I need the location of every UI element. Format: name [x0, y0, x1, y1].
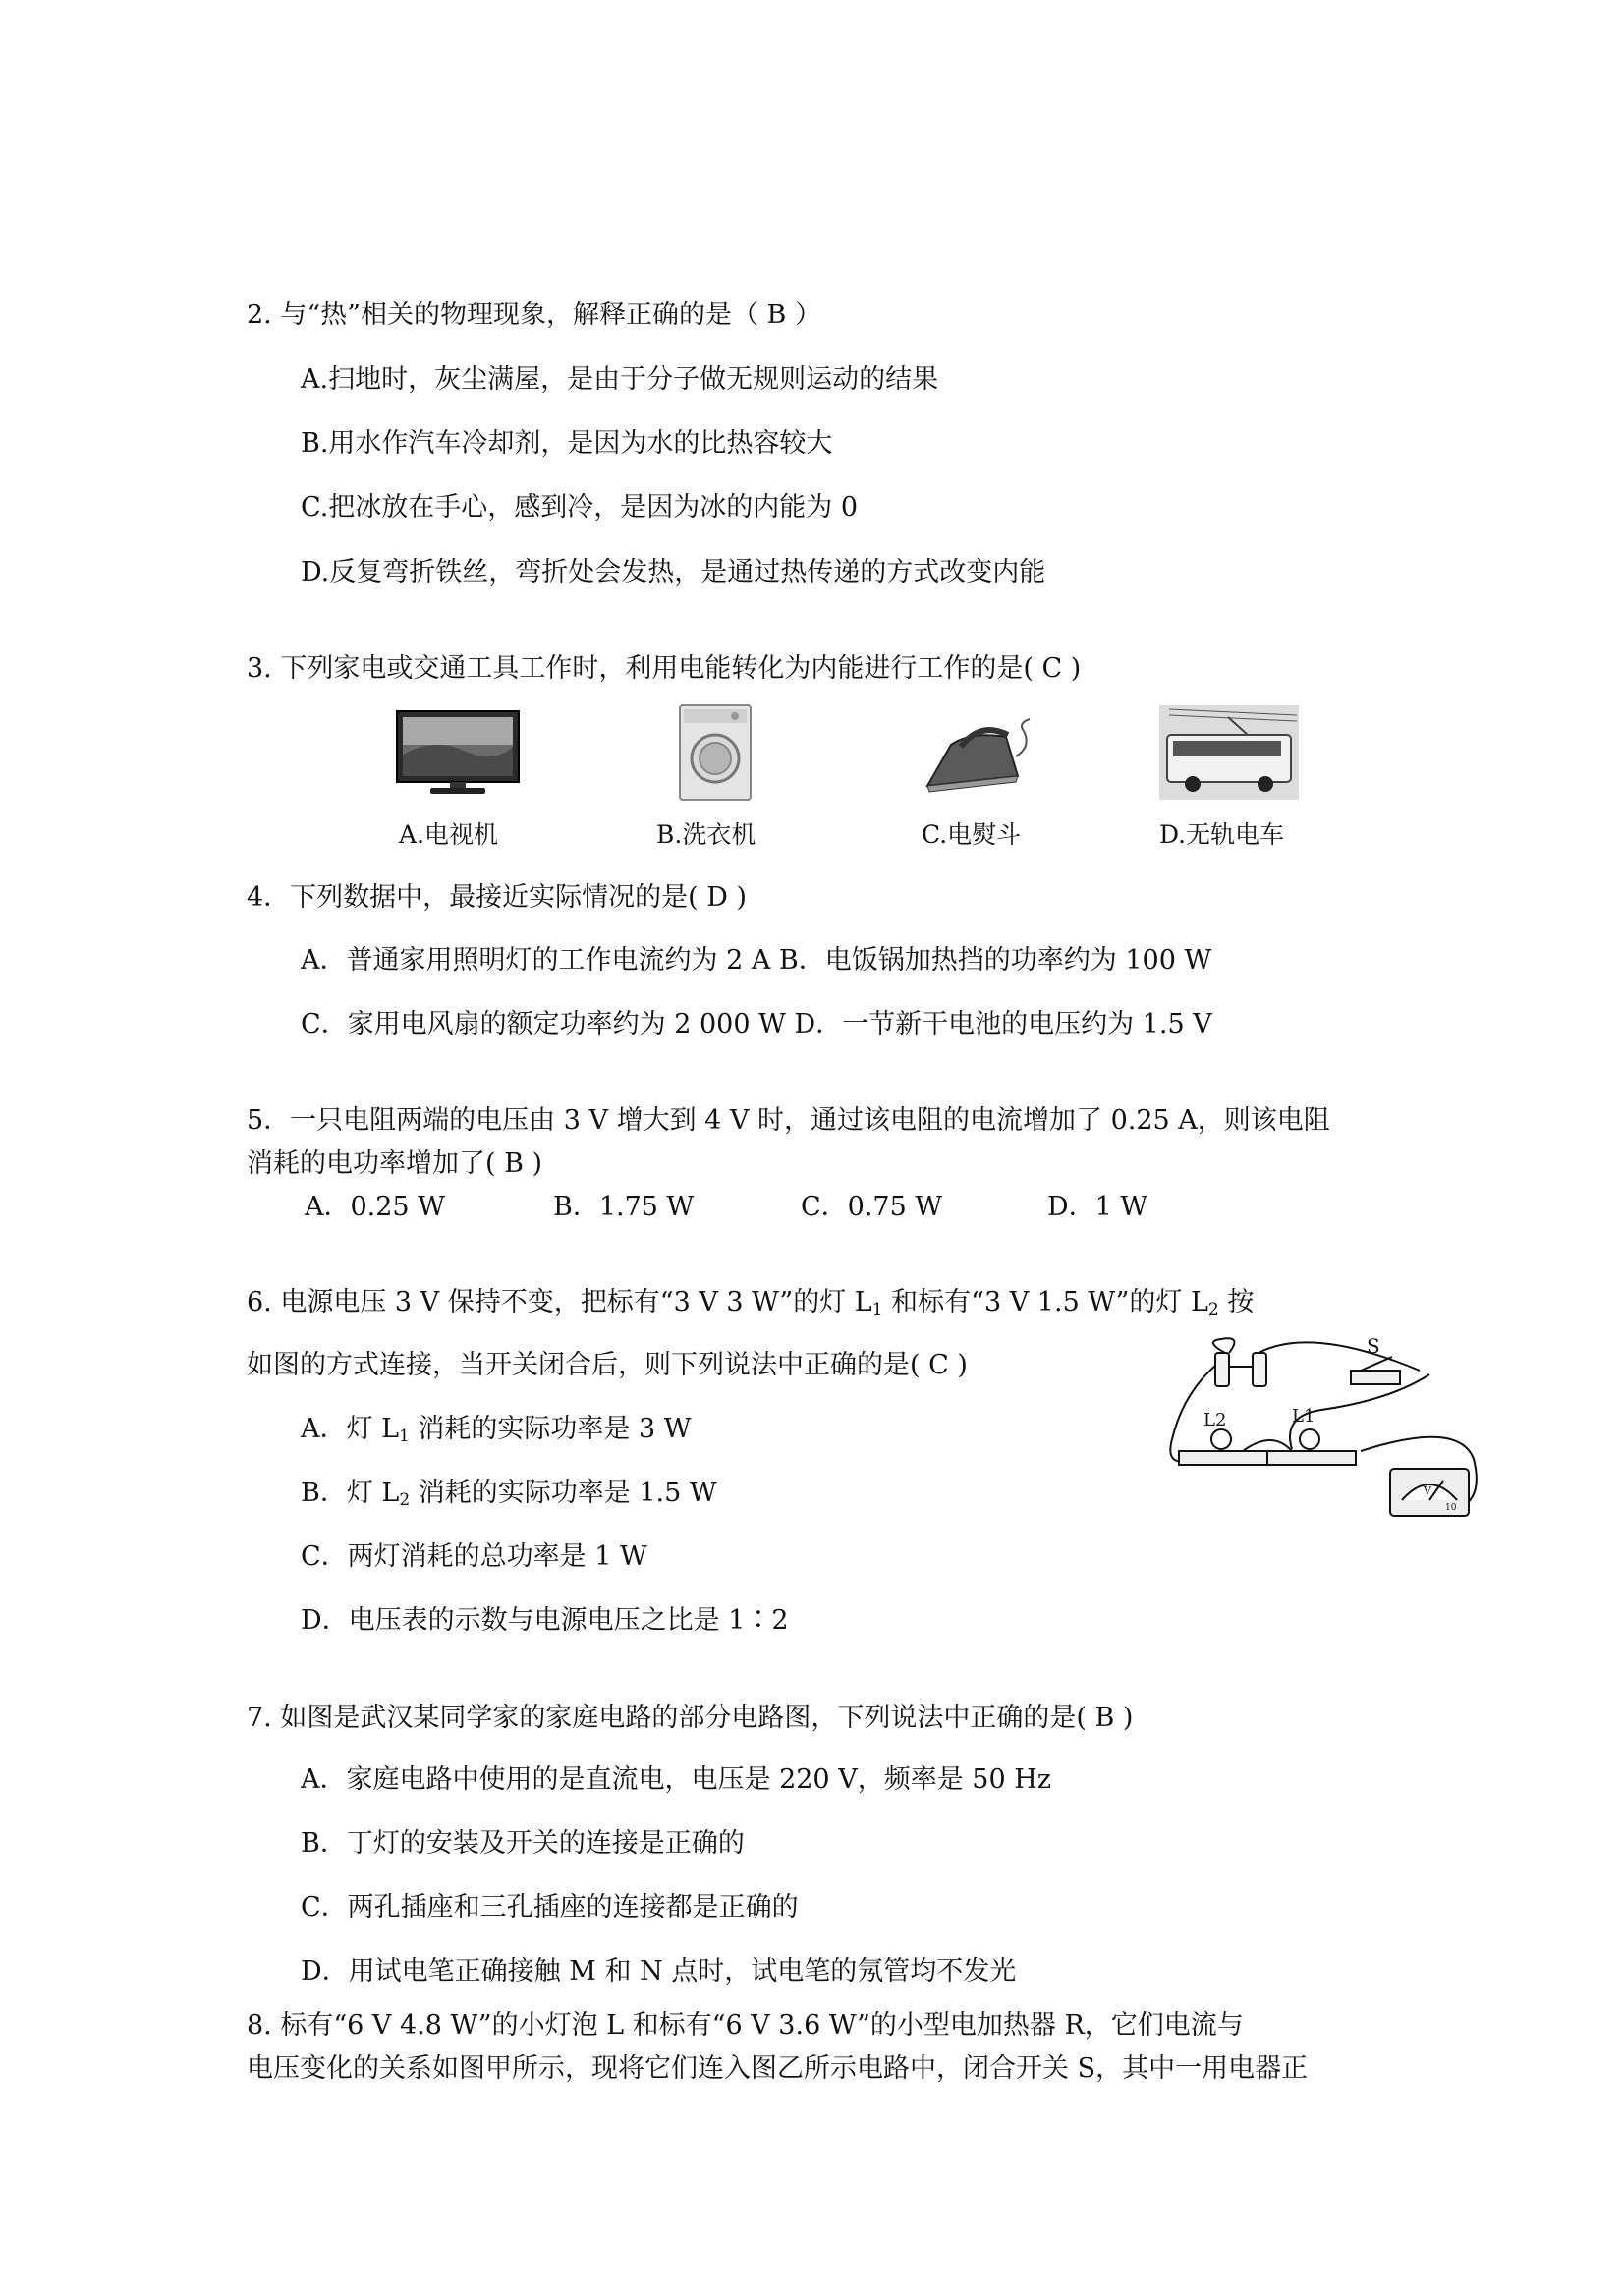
q6-option-a: A．灯 $L_1$ 消耗的实际功率是 3 W [301, 1414, 692, 1446]
q3-stem: 3. 下列家电或交通工具工作时，利用电能转化为内能进行工作的是( C ) [247, 653, 1082, 684]
voltmeter-tick: 10 [1445, 1503, 1457, 1513]
q7-option-a: A．家庭电路中使用的是直流电，电压是 220 V，频率是 50 Hz [301, 1764, 1051, 1795]
q5-stem-line1: 5．一只电阻两端的电压由 3 V 增大到 4 V 时，通过该电阻的电流增加了 0.25 A，则该电阻 [247, 1105, 1330, 1136]
trolleybus-image [1159, 705, 1299, 800]
lamp1-label: L1 [1292, 1406, 1315, 1427]
washing-machine-image [676, 703, 755, 802]
q7-option-b: B．丁灯的安装及开关的连接是正确的 [301, 1828, 745, 1859]
q3-caption-a: A.电视机 [399, 820, 499, 849]
q8-stem-line2: 电压变化的关系如图甲所示，现将它们连入图乙所示电路中，闭合开关 S，其中一用电器正 [247, 2053, 1309, 2084]
q6-option-d: D．电压表的示数与电源电压之比是 1∶2 [301, 1605, 789, 1636]
iron-image [922, 717, 1039, 796]
q5-option-d: D．1 W [1047, 1192, 1148, 1222]
q6-option-c: C．两灯消耗的总功率是 1 W [301, 1541, 647, 1572]
q7-option-c: C．两孔插座和三孔插座的连接都是正确的 [301, 1892, 799, 1923]
q4-options-row1: A．普通家用照明灯的工作电流约为 2 A B．电饭锅加热挡的功率约为 100 W [301, 945, 1212, 976]
switch-label: S [1367, 1334, 1380, 1358]
q3-caption-d: D.无轨电车 [1159, 820, 1285, 849]
q2-option-a: A.扫地时，灰尘满屋，是由于分子做无规则运动的结果 [301, 364, 939, 395]
q2-option-d: D.反复弯折铁丝，弯折处会发热，是通过热传递的方式改变内能 [301, 557, 1046, 588]
q2-option-c: C.把冰放在手心，感到冷，是因为冰的内能为 0 [301, 492, 859, 523]
q6-stem-line1: 6. 电源电压 3 V 保持不变，把标有“3 V 3 W”的灯 $L_1$ 和标有“3 V 1.5 W”的灯 $L_2$ 按 [247, 1287, 1255, 1319]
q5-option-c: C．0.75 W [801, 1192, 943, 1222]
q3-caption-b: B.洗衣机 [656, 820, 756, 849]
q3-caption-c: C.电熨斗 [922, 820, 1022, 849]
lamp2-label: L2 [1203, 1410, 1227, 1430]
q6-stem-line2: 如图的方式连接，当开关闭合后，则下列说法中正确的是( C ) [247, 1350, 968, 1380]
q2-option-b: B.用水作汽车冷却剂，是因为水的比热容较大 [301, 428, 833, 459]
television-image [395, 707, 521, 798]
q7-stem: 7. 如图是武汉某同学家的家庭电路的部分电路图，下列说法中正确的是( B ) [247, 1703, 1134, 1733]
q4-stem: 4．下列数据中，最接近实际情况的是( D ) [247, 882, 748, 913]
q5-option-a: A．0.25 W [305, 1192, 445, 1222]
q6-option-b: B．灯 $L_2$ 消耗的实际功率是 1.5 W [301, 1478, 717, 1510]
q2-stem: 2. 与“热”相关的物理现象，解释正确的是（ B ） [247, 300, 821, 330]
q7-option-d: D．用试电笔正确接触 M 和 N 点时，试电笔的氖管均不发光 [301, 1956, 1017, 1987]
q8-stem-line1: 8. 标有“6 V 4.8 W”的小灯泡 L 和标有“6 V 3.6 W”的小型电加热器 R，它们电流与 [247, 2010, 1244, 2041]
q6-circuit-figure [1164, 1331, 1483, 1538]
q5-option-b: B．1.75 W [553, 1192, 695, 1222]
q4-options-row2: C．家用电风扇的额定功率约为 2 000 W D．一节新干电池的电压约为 1.5 V [301, 1009, 1212, 1039]
q5-stem-line2: 消耗的电功率增加了( B ) [247, 1148, 543, 1179]
voltmeter-label: V [1424, 1484, 1431, 1497]
